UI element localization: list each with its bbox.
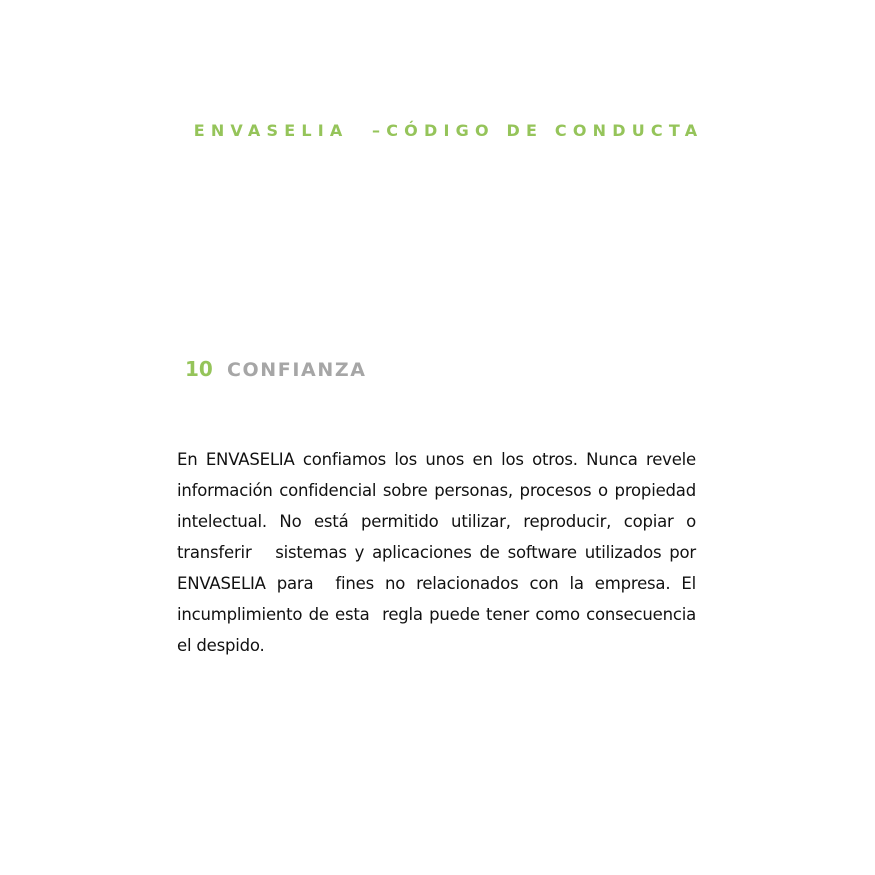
section-heading <box>185 357 367 381</box>
section-number: 10 <box>185 357 213 381</box>
section-title: CONFIANZA <box>227 359 367 381</box>
section-body-paragraph: En ENVASELIA confiamos los unos en los otros. Nunca revele información confidencial sobre personas, procesos o propiedad intelectual. No está permitido utilizar, reproducir, copiar o transferir sistemas y aplicaciones de software utilizados por ENVASELIA para fines no relacionados con la empresa. El incumplimiento de esta regla puede tener como consecuencia el despido. <box>177 450 707 655</box>
document-header-title: ENVASELIA –CÓDIGO DE CONDUCTA <box>193 121 704 140</box>
